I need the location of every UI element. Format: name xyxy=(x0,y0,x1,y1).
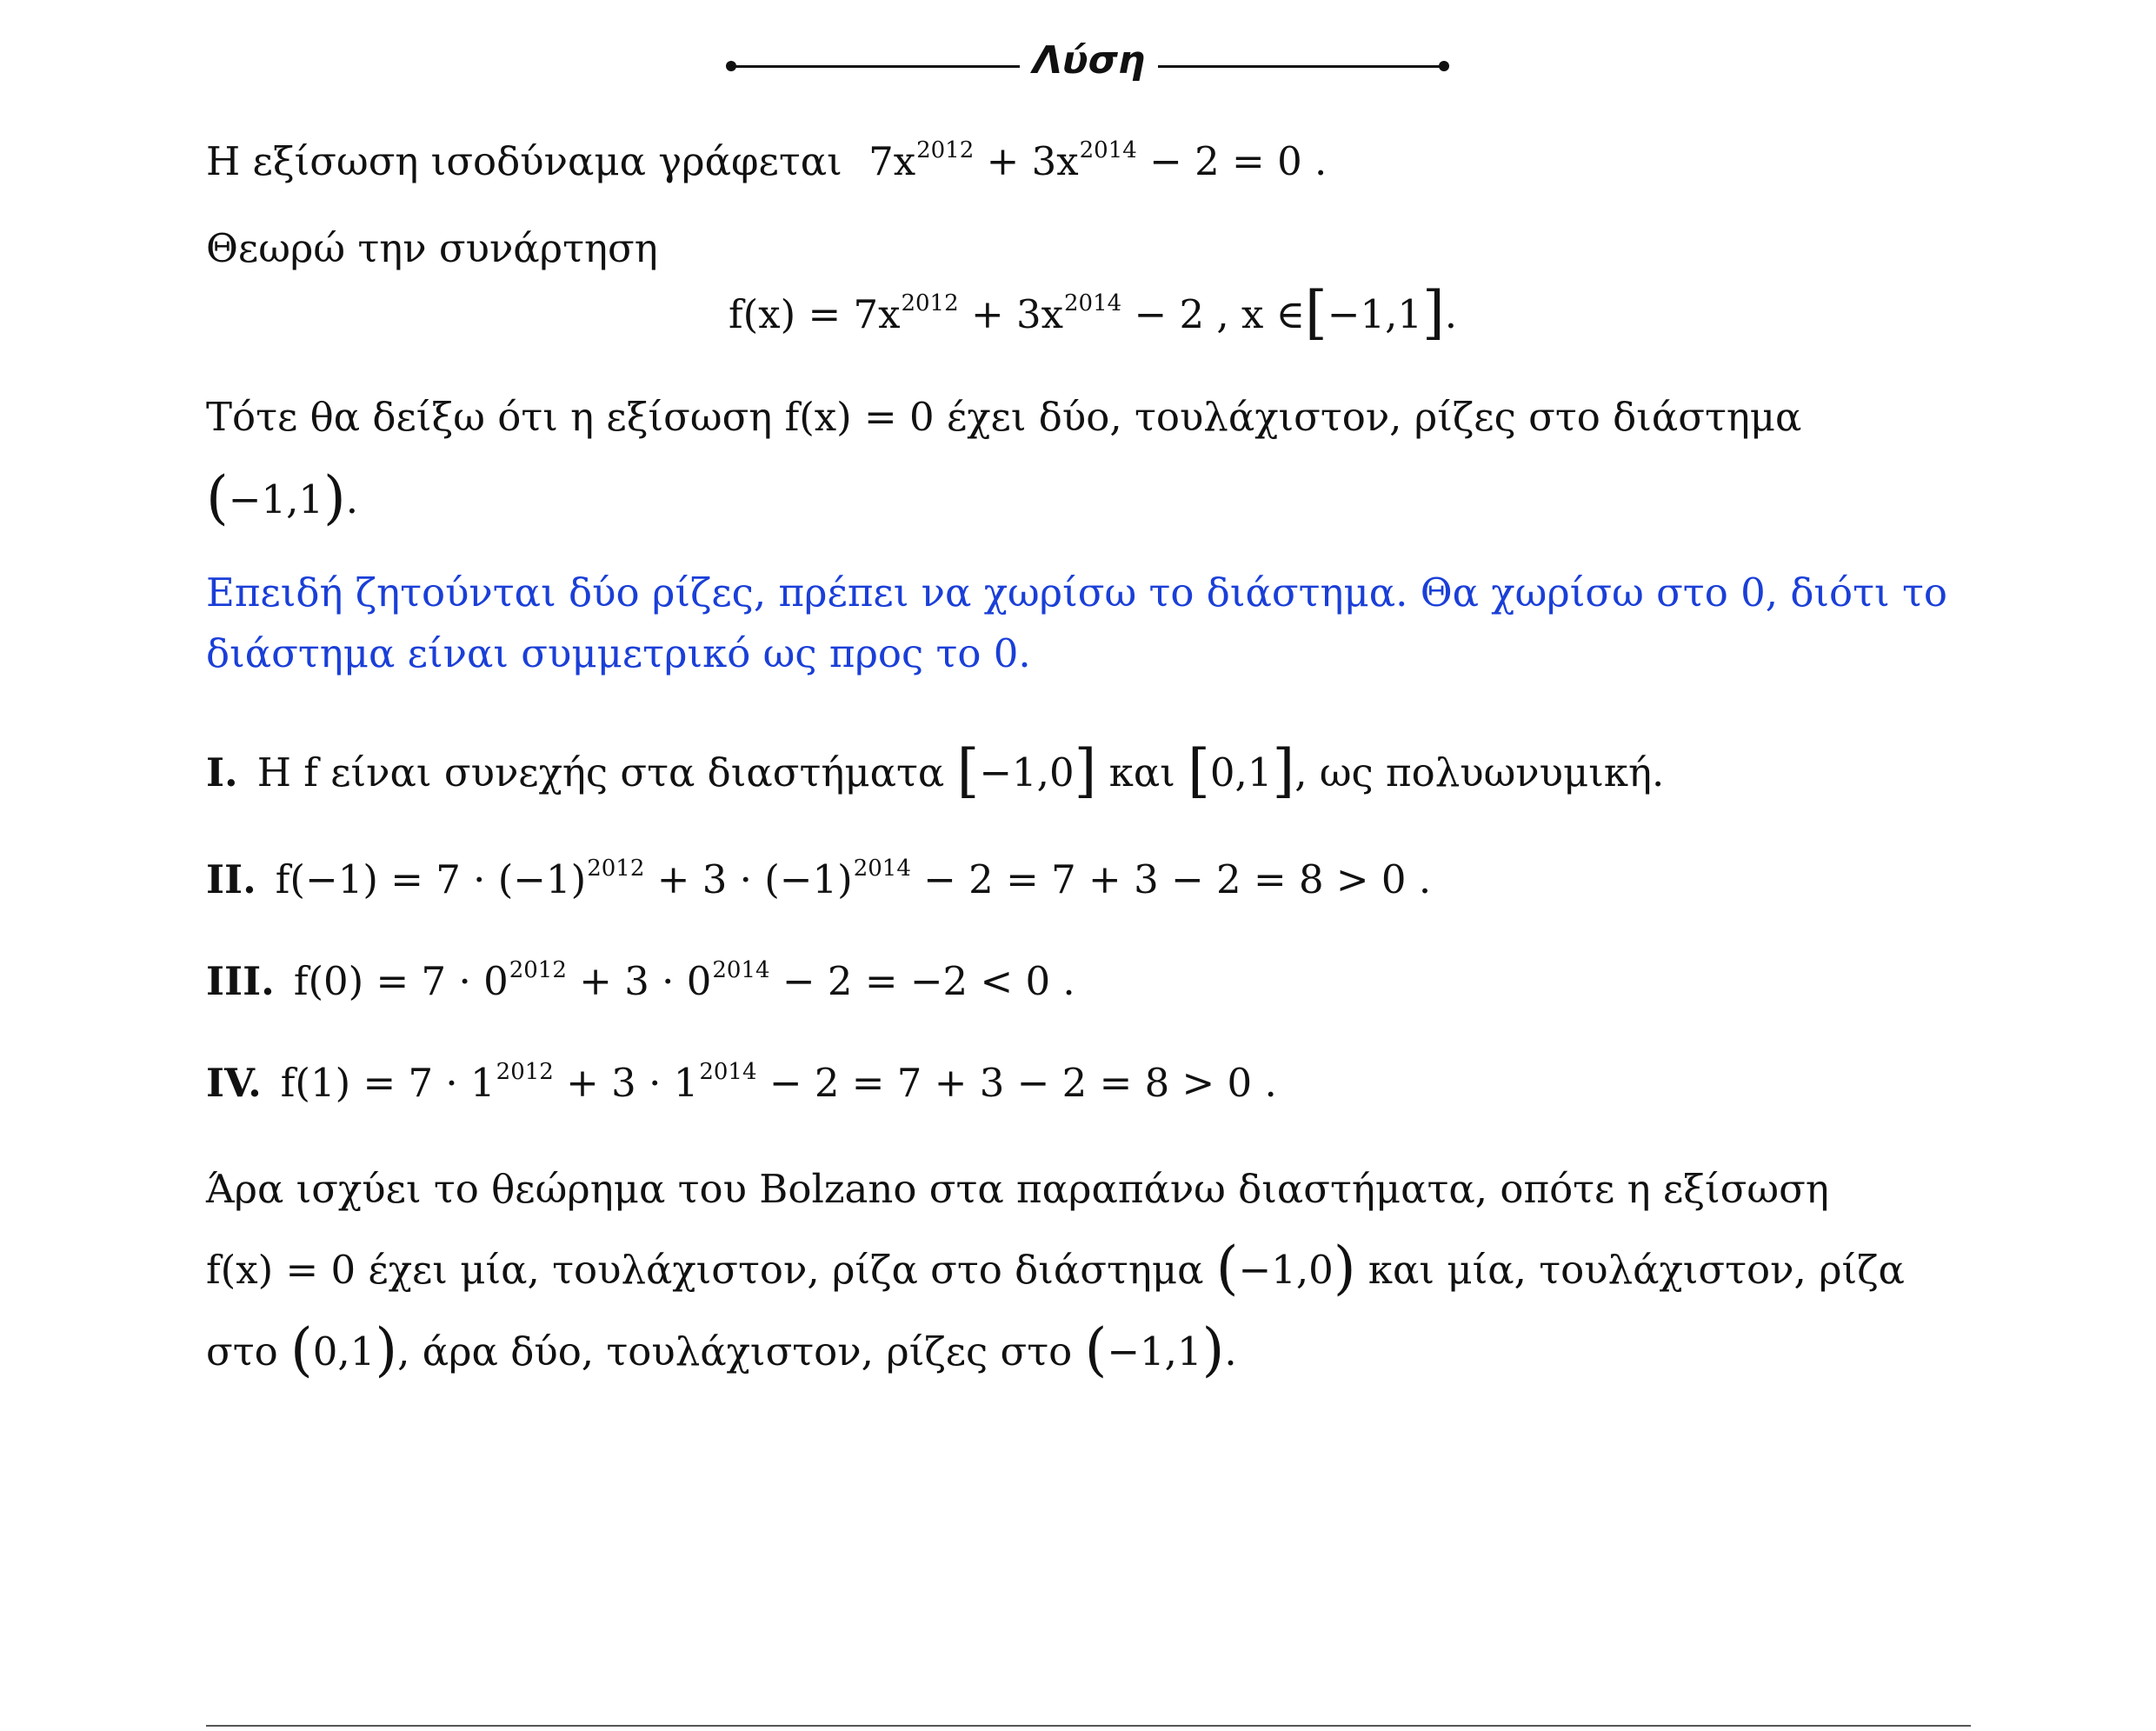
header-rule-left xyxy=(730,65,1020,68)
step-II xyxy=(206,854,1431,906)
fdef-open-bracket: [ xyxy=(1305,279,1328,346)
conclusion-l2b: και μία, τουλάχιστον, ρίζα xyxy=(1367,1247,1905,1293)
step-II-rest: − 2 = 7 + 3 − 2 = 8 > 0 . xyxy=(923,856,1432,902)
step-III-label: III. xyxy=(206,958,275,1004)
conclusion-line-1: Άρα ισχύει το θεώρημα του Bolzano στα παραπάνω διαστήματα, οπότε η εξίσωση xyxy=(206,1166,1829,1212)
bracket-open: [ xyxy=(1188,737,1210,804)
step-IV-a: f(1) = 7 · 1 xyxy=(280,1060,496,1106)
header-rule-right xyxy=(1158,65,1445,68)
step-I-text1: Η f είναι συνεχής στα διαστήματα xyxy=(256,749,945,796)
goal-interval: −1,1 xyxy=(228,476,324,523)
intro-eq-a: 7x xyxy=(868,138,916,184)
step-I xyxy=(206,737,1665,804)
footer-rule xyxy=(206,1725,1971,1727)
header-dot-right xyxy=(1439,61,1449,71)
step-IV-label: IV. xyxy=(206,1060,262,1106)
step-II-b: + 3 · (−1) xyxy=(656,856,853,902)
step-IV xyxy=(206,1057,1277,1109)
fdef-exp2: 2014 xyxy=(1063,290,1122,316)
conclusion-interval2: 0,1 xyxy=(312,1328,376,1375)
conclusion-l3a: στο xyxy=(206,1328,278,1375)
step-IV-exp2: 2014 xyxy=(699,1059,757,1085)
function-definition xyxy=(729,279,1458,346)
step-II-a: f(−1) = 7 · (−1) xyxy=(275,856,587,902)
section-title: Λύση xyxy=(1032,38,1146,83)
paren-close: ) xyxy=(1201,1316,1225,1383)
step-III-exp1: 2012 xyxy=(509,957,567,983)
conclusion-l3b: , άρα δύο, τουλάχιστον, ρίζες στο xyxy=(397,1328,1073,1375)
step-I-text2: , ως πολυωνυμική. xyxy=(1294,749,1665,796)
fdef-exp1: 2012 xyxy=(901,290,959,316)
intro-eq-exp1: 2012 xyxy=(916,137,975,163)
fdef-rest: − 2 , x ∈ xyxy=(1134,291,1306,337)
fdef-lhs: f(x) = 7x xyxy=(729,291,901,337)
goal-end: . xyxy=(345,476,359,523)
fdef-mid: + 3x xyxy=(970,291,1063,337)
step-II-label: II. xyxy=(206,856,256,902)
intro-line xyxy=(206,136,1327,188)
bracket-open: [ xyxy=(956,737,980,804)
consider-line: Θεωρώ την συνάρτηση xyxy=(206,225,658,271)
bracket-close: ] xyxy=(1074,737,1097,804)
note-line-2: διάστημα είναι συμμετρικό ως προς το 0. xyxy=(206,630,1031,676)
step-III-rest: − 2 = −2 < 0 . xyxy=(782,958,1075,1004)
fdef-close-bracket: ] xyxy=(1422,279,1445,346)
intro-eq-b: 3x xyxy=(1031,138,1079,184)
paren-close: ) xyxy=(375,1316,398,1383)
conclusion-interval1: −1,0 xyxy=(1238,1247,1334,1293)
step-II-exp1: 2012 xyxy=(587,856,645,882)
step-III-exp2: 2014 xyxy=(712,957,770,983)
conclusion-line-2 xyxy=(206,1235,1905,1302)
step-III-a: f(0) = 7 · 0 xyxy=(293,958,509,1004)
note-line-1: Επειδή ζητούνται δύο ρίζες, πρέπει να χωρίσω το διάστημα. Θα χωρίσω στο 0, διότι το xyxy=(206,569,1947,616)
bracket-close: ] xyxy=(1272,737,1295,804)
intro-text: Η εξίσωση ισοδύναμα γράφεται xyxy=(206,138,842,184)
conclusion-l3c: . xyxy=(1224,1328,1237,1375)
paren-open: ( xyxy=(1215,1235,1239,1302)
goal-open-paren: ( xyxy=(206,464,229,531)
paren-open: ( xyxy=(1084,1316,1108,1383)
paren-open: ( xyxy=(290,1316,313,1383)
step-I-interval2: 0,1 xyxy=(1209,749,1273,796)
step-I-interval1: −1,0 xyxy=(979,749,1075,796)
fdef-interval: −1,1 xyxy=(1327,291,1423,337)
conclusion-l2a: f(x) = 0 έχει μία, τουλάχιστον, ρίζα στο διάστημα xyxy=(206,1247,1204,1293)
goal-close-paren: ) xyxy=(323,464,346,531)
conclusion-interval3: −1,1 xyxy=(1107,1328,1202,1375)
intro-eq-exp2: 2014 xyxy=(1079,137,1137,163)
intro-eq-op: + xyxy=(986,138,1020,184)
fdef-end: . xyxy=(1444,291,1458,337)
paren-close: ) xyxy=(1333,1235,1356,1302)
step-IV-b: + 3 · 1 xyxy=(566,1060,699,1106)
step-I-and: και xyxy=(1108,749,1175,796)
goal-line-2 xyxy=(206,464,359,531)
step-IV-rest: − 2 = 7 + 3 − 2 = 8 > 0 . xyxy=(769,1060,1277,1106)
step-III xyxy=(206,955,1075,1008)
section-header xyxy=(0,38,2156,90)
goal-line-1: Τότε θα δείξω ότι η εξίσωση f(x) = 0 έχει δύο, τουλάχιστον, ρίζες στο διάστημα xyxy=(206,394,1802,440)
conclusion-line-3 xyxy=(206,1316,1237,1383)
step-III-b: + 3 · 0 xyxy=(579,958,712,1004)
step-I-label: I. xyxy=(206,749,238,796)
intro-eq-rest: − 2 = 0 . xyxy=(1149,138,1328,184)
step-IV-exp1: 2012 xyxy=(496,1059,554,1085)
step-II-exp2: 2014 xyxy=(853,856,911,882)
